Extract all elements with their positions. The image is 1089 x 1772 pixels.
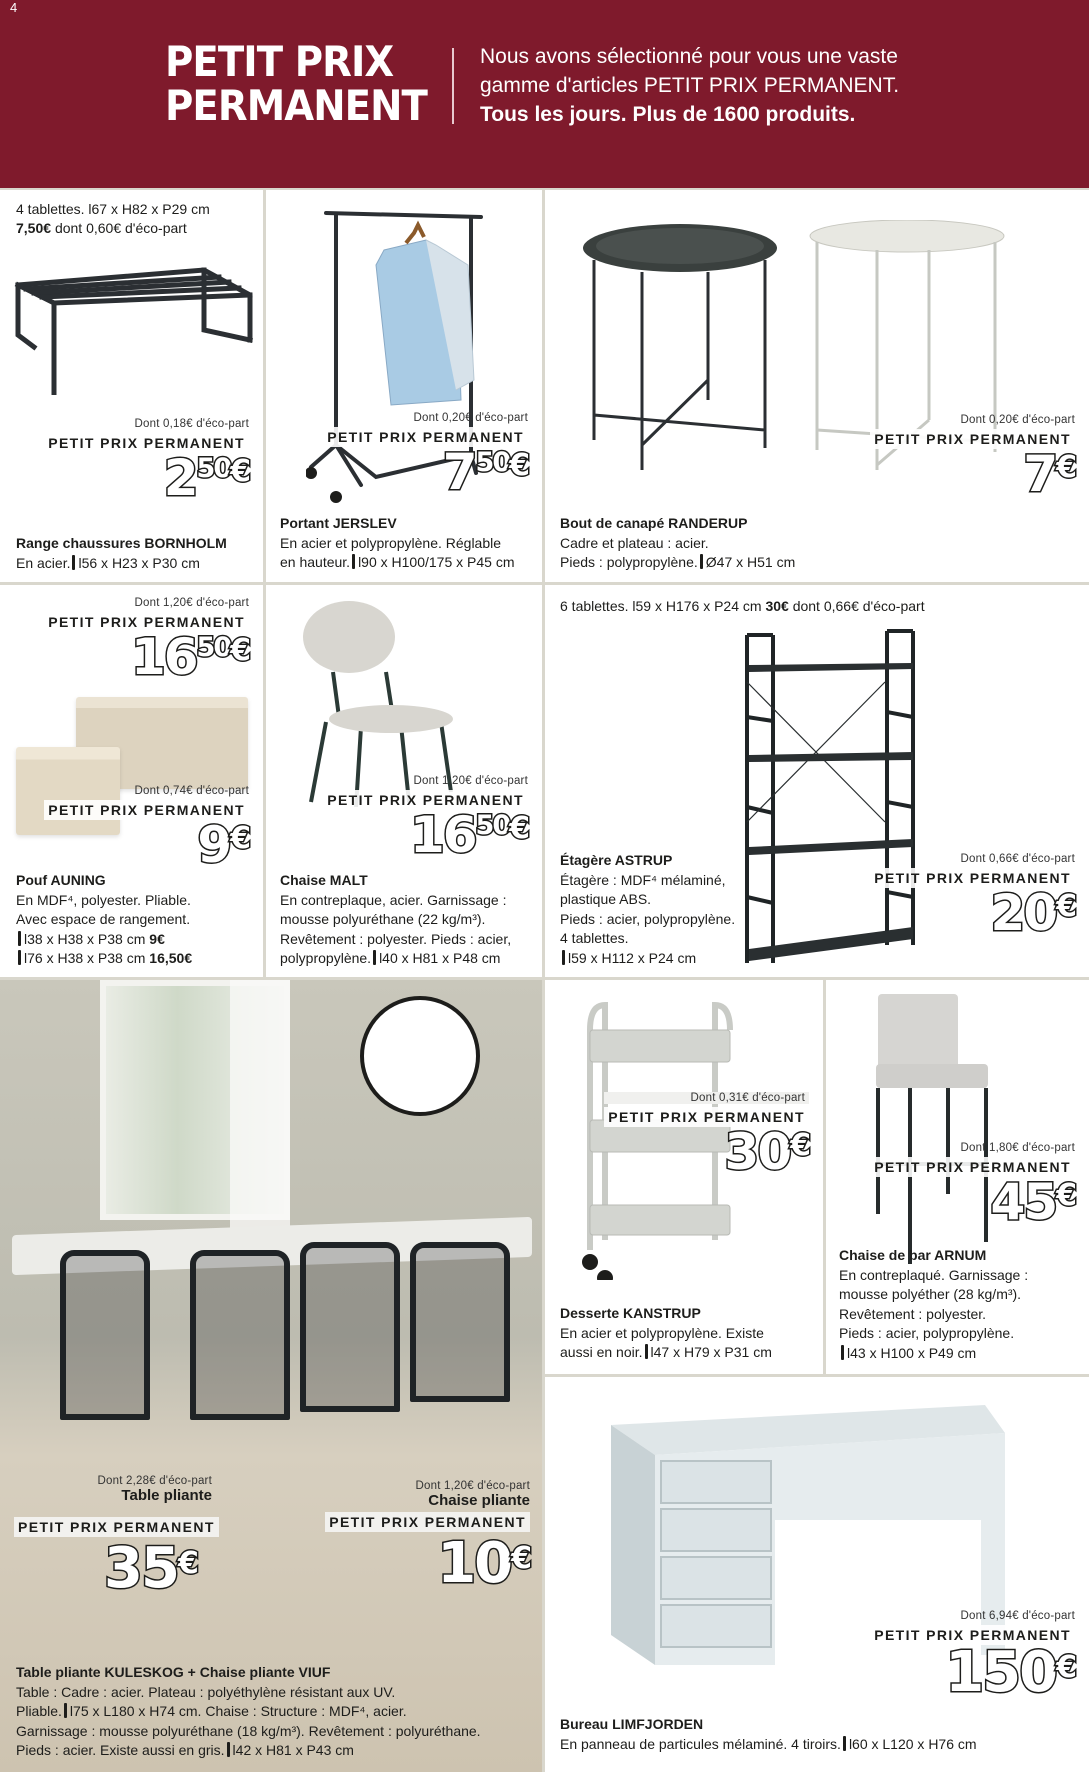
product-card-auning[interactable] (0, 585, 263, 977)
price: 35€ (104, 1536, 197, 1601)
price-block: Dont 0,20€ d'éco-part PETIT PRIX PERMANENT 750€ (323, 412, 528, 497)
header-divider (452, 48, 454, 124)
folding-chair-image (60, 1250, 150, 1420)
product-card-arnum[interactable] (826, 980, 1089, 1374)
price-block-chair: Dont 1,20€ d'éco-part Chaise pliante PETIT PRIX PERMANENT 10€ (325, 1480, 530, 1592)
price: 7€ (1023, 445, 1075, 503)
page-number: 4 (10, 0, 18, 15)
dimensions-icon (373, 950, 376, 965)
page-header (0, 0, 1089, 188)
product-card-limfjorden[interactable] (545, 1377, 1089, 1772)
cushion-detail-image (360, 996, 480, 1116)
petit-prix-badge: PETIT PRIX PERMANENT (323, 790, 528, 810)
price-block: Dont 1,20€ d'éco-part PETIT PRIX PERMANENT 1650€ (323, 775, 528, 860)
product-card-kanstrup[interactable] (545, 980, 823, 1374)
petit-prix-badge: PETIT PRIX PERMANENT (44, 433, 249, 453)
price-block: Dont 0,66€ d'éco-part PETIT PRIX PERMANENT 20€ (870, 853, 1075, 938)
price: 9€ (197, 816, 249, 874)
folding-chair-image (300, 1242, 400, 1412)
product-card-bornholm[interactable] (0, 190, 263, 582)
price: 750€ (442, 443, 528, 501)
folding-chair-image (410, 1242, 510, 1402)
dimensions-icon (227, 1742, 230, 1757)
product-card-astrup[interactable] (545, 585, 1089, 977)
price-block: Dont 1,80€ d'éco-part PETIT PRIX PERMANENT 45€ (870, 1142, 1075, 1227)
petit-prix-badge: PETIT PRIX PERMANENT (323, 427, 528, 447)
product-info: Table pliante KULESKOG + Chaise pliante VIUF Table : Cadre : acier. Plateau : polyéthylène résistant aux UV. Pliable. l75 x L180 x H74 cm. Chaise : Structure : MDF⁴, acier. Garnissage : mousse polyuréthane (18 kg/m³). Revêtement : polyuréthane. Pieds : acier. Existe aussi en gris. l42 x H81 x P43 cm (16, 1664, 481, 1758)
dimensions-icon (352, 554, 355, 569)
price-block: Dont 0,31€ d'éco-part PETIT PRIX PERMANENT 30€ (604, 1092, 809, 1177)
product-info: Pouf AUNING En MDF⁴, polyester. Pliable. Avec espace de rangement. l38 x H38 x P38 cm 9€ l76 x H38 x P38 cm 16,50€ (16, 871, 192, 969)
dimensions-icon (18, 931, 21, 946)
product-info: Chaise MALT En contreplaque, acier. Garnissage : mousse polyuréthane (22 kg/m³). Revêtement : polyester. Pieds : acier, polypropylène. l40 x H81 x P48 cm (280, 872, 512, 966)
product-info: Range chaussures BORNHOLM En acier. l56 x H23 x P30 cm (16, 535, 227, 571)
variant-note: 6 tablettes. l59 x H176 x P24 cm 30€ dont 0,66€ d'éco-part (560, 598, 925, 614)
variant-note: 4 tablettes. l67 x H82 x P29 cm 7,50€ dont 0,60€ d'éco-part (16, 201, 210, 236)
petit-prix-badge: PETIT PRIX PERMANENT (44, 612, 249, 632)
product-info: Étagère ASTRUP Étagère : MDF⁴ mélaminé, plastique ABS. Pieds : acier, polypropylène. 4 tablettes. l59 x H112 x P24 cm (560, 852, 736, 966)
price-block-small: Dont 0,74€ d'éco-part PETIT PRIX PERMANENT 9€ (44, 785, 249, 870)
price-block: Dont 0,18€ d'éco-part PETIT PRIX PERMANENT 250€ (44, 418, 249, 503)
price-block: Dont 6,94€ d'éco-part PETIT PRIX PERMANENT 150€ (870, 1610, 1075, 1701)
variant-row: l76 x H38 x P38 cm 16,50€ (16, 949, 192, 969)
dimensions-icon (841, 1345, 844, 1360)
petit-prix-badge: PETIT PRIX PERMANENT (604, 1107, 809, 1127)
petit-prix-badge: PETIT PRIX PERMANENT (870, 868, 1075, 888)
price: 10€ (437, 1531, 530, 1596)
price: 45€ (990, 1173, 1075, 1231)
header-intro: Nous avons sélectionné pour vous une vaste gamme d'articles PETIT PRIX PERMANENT. Tous les jours. Plus de 1600 produits. (480, 45, 900, 126)
dimensions-icon (72, 555, 75, 570)
header-title: PETIT PRIX PERMANENT (165, 37, 427, 130)
petit-prix-badge: PETIT PRIX PERMANENT (870, 1157, 1075, 1177)
product-card-malt[interactable] (266, 585, 542, 977)
price: 20€ (990, 884, 1075, 942)
price: 250€ (163, 449, 249, 507)
product-info: Bureau LIMFJORDEN En panneau de particules mélaminé. 4 tiroirs. l60 x L120 x H76 cm (560, 1716, 977, 1752)
product-info: Chaise de bar ARNUM En contreplaqué. Garnissage : mousse polyéther (28 kg/m³). Revêtement : polyester. Pieds : acier, polypropylène. l43 x H100 x P49 cm (839, 1247, 1029, 1361)
dimensions-icon (562, 950, 565, 965)
folding-chair-image (190, 1250, 290, 1420)
variant-row: l38 x H38 x P38 cm 9€ (16, 930, 192, 950)
price: 150€ (945, 1640, 1075, 1705)
product-card-jerslev[interactable] (266, 190, 542, 582)
petit-prix-badge: PETIT PRIX PERMANENT (325, 1512, 530, 1532)
shoe-rack-image (14, 265, 254, 395)
product-info: Desserte KANSTRUP En acier et polypropylène. Existe aussi en noir. l47 x H79 x P31 cm (560, 1305, 772, 1360)
price-block-table (14, 1514, 219, 1601)
petit-prix-badge: PETIT PRIX PERMANENT (870, 429, 1075, 449)
price-block-table: Dont 2,28€ d'éco-part Table pliante (97, 1475, 212, 1504)
price-block-large: Dont 1,20€ d'éco-part PETIT PRIX PERMANENT 1650€ (44, 597, 249, 682)
dimensions-icon (64, 1703, 67, 1718)
petit-prix-badge: PETIT PRIX PERMANENT (44, 800, 249, 820)
curtain (230, 980, 290, 1260)
side-table-dark-image (580, 220, 780, 470)
dimensions-icon (700, 554, 703, 569)
product-info: Bout de canapé RANDERUP Cadre et plateau : acier. Pieds : polypropylène. Ø47 x H51 cm (560, 515, 796, 570)
price-block: Dont 0,20€ d'éco-part PETIT PRIX PERMANENT 7€ (870, 414, 1075, 499)
product-card-kuleskog-viuf[interactable] (0, 980, 542, 1772)
price: 30€ (724, 1123, 809, 1181)
petit-prix-badge: PETIT PRIX PERMANENT (870, 1625, 1075, 1645)
product-info: Portant JERSLEV En acier et polypropylène. Réglable en hauteur. l90 x H100/175 x P45 cm (280, 515, 515, 570)
dimensions-icon (645, 1344, 648, 1359)
dimensions-icon (18, 950, 21, 965)
product-card-randerup[interactable] (545, 190, 1089, 582)
dimensions-icon (843, 1736, 846, 1751)
price: 1650€ (130, 628, 249, 686)
price: 1650€ (409, 806, 528, 864)
petit-prix-badge: PETIT PRIX PERMANENT (14, 1517, 219, 1537)
